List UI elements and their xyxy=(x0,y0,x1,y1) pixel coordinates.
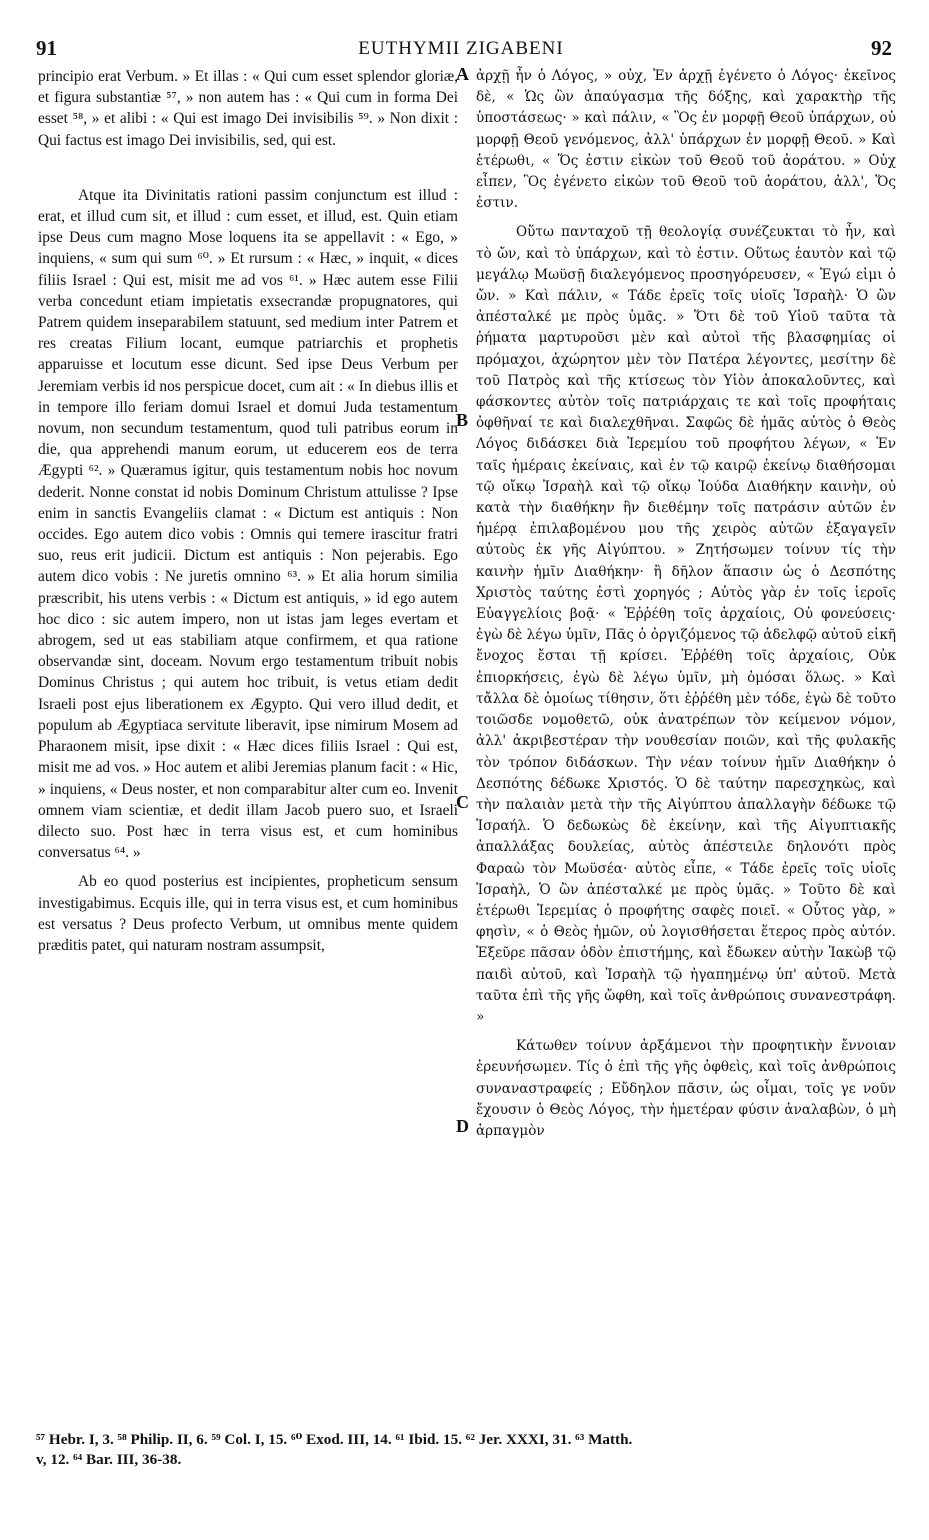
margin-marker-c: C xyxy=(456,792,469,812)
margin-marker-d: D xyxy=(456,1116,469,1136)
latin-paragraph-1: principio erat Verbum. » Et illas : « Qui cum esset splendor gloriæ, et figura substantiæ ⁵⁷, » non autem has : « Qui cum in forma Dei esset ⁵⁸, » et alibi : « Qui est imago Dei invisibilis ⁵⁹. » Non dixit : Qui factus est imago Dei invisibilis, sed, qui est. xyxy=(38,68,458,149)
greek-column xyxy=(476,66,896,1142)
greek-paragraph-2: Οὕτω πανταχοῦ τῇ θεολογίᾳ συνέζευκται τὸ ἦν, καὶ τὸ ὤν, καὶ τὸ ὑπάρχων, καὶ τὸ ἐστιν. Οὕτως ἑαυτὸν καὶ τῷ μεγάλῳ Μωϋσῇ διαλεγόμενος προσηγόρευσεν, « Ἐγώ εἰμι ὁ ὤν. » Καὶ πάλιν, « Τάδε ἐρεῖς τοῖς υἱοῖς Ἰσραὴλ· Ὁ ὢν ἀπέσταλκέ με πρὸς ὑμᾶς. » Ὅτι δὲ τοῦ Υἱοῦ ταῦτα τὰ ῥήματα μαρτυροῦσι μὲν καὶ αὐτοὶ τῆς βλασφημίας οἱ πρόμαχοι, ἀχώρητον μὲν τὸν Πατέρα λέγοντες, μεσίτην δὲ τοῦ Πατρὸς καὶ τῆς κτίσεως τὸν Υἱὸν ἀποκαλοῦντες, καὶ φάσκοντες αὐτὸν τοῖς πατριάρχαις τε καὶ τοῖς προφήταις ὀφθῆναί τε καὶ διαλεχθῆναι. Σαφῶς δὲ ἡμᾶς αὐτὸς ὁ Θεὸς Λόγος διδάσκει διὰ Ἱερεμίου τοῦ προφήτου λέγων, « Ἐν ταῖς ἡμέραις ἐκείναις, καὶ ἐν τῷ καιρῷ ἐκείνῳ διαθήσομαι τῷ οἴκῳ Ἰσραὴλ καὶ τῷ οἴκῳ Ἰούδα Διαθήκην καινὴν, οὐ κατὰ τὴν διαθήκην ἣν διεθέμην τοῖς πατράσιν αὐτῶν ἐν ἡμέρᾳ ἐπιλαβομένου μου τῆς χειρὸς αὐτῶν ἐξαγαγεῖν αὐτοὺς ἐκ γῆς Αἰγύπτου. » Ζητήσωμεν τοίνυν τίς τὴν καινὴν ἡμῖν Διαθήκην· ἢ δῆλον ἅπασιν ὡς ὁ Δεσπότης Χριστὸς ταύτης ἐστὶ χορηγός ; Αὐτὸς γὰρ ἐν τοῖς ἱεροῖς Εὐαγγελίοις βοᾷ· « Ἐῤῥέθη τοῖς ἀρχαίοις, Οὐ φονεύσεις· ἐγὼ δὲ λέγω ὑμῖν, Πᾶς ὁ ὀργιζόμενος τῷ ἀδελφῷ αὐτοῦ εἰκῆ ἔνοχος ἔσται τῇ κρίσει. Ἐῤῥέθη τοῖς ἀρχαίοις, Οὐκ ἐπιορκήσεις, ἐγὼ δὲ λέγω ὑμῖν, μὴ ὀμόσαι ὅλως. » Καὶ τἄλλα δὲ ὁμοίως τίθησιν, ὅτι ἐῤῥέθη μὲν τόδε, ἐγὼ δὲ τοῦτο τοιῶσδε νομοθετῶ, οὐκ ἀνατρέπων τὸν κείμενον νόμον, ἀλλ' ἀκριβεστέραν τὴν νουθεσίαν ποιῶν, καὶ τῆς φυλακῆς τὸν τρόπον διδάσκων. Τὴν νέαν τοίνυν ἡμῖν Διαθήκην ὁ Δεσπότης δέδωκε Χριστός. Ὁ δὲ ταύτην παρεσχηκὼς, καὶ τὴν παλαιὰν μετὰ τὴν τῆς Αἰγύπτου ἀπαλλαγὴν δέδωκε τῷ Ἰσραήλ. Ὁ δεδωκὼς δὲ ἐκείνην, καὶ τῆς Αἰγυπτιακῆς ἀπαλλάξας δουλείας, αὐτὸς ἀπέστειλε δηλονότι πρὸς Φαραὼ τὸν Μωϋσέα· αὐτὸς εἶπε, « Τάδε ἐρεῖς τοῖς υἱοῖς Ἰσραὴλ, Ὁ ὢν ἀπέσταλκέ με πρὸς ὑμᾶς. » Τοῦτο δὲ καὶ ἑτέρωθι Ἱερεμίας ὁ προφήτης σαφὲς ποιεῖ. « Οὗτος γὰρ, » φησὶν, « ὁ Θεὸς ἡμῶν, οὐ λογισθήσεται ἕτερος πρὸς αὐτόν. Ἐξεῦρε πᾶσαν ὁδὸν ἐπιστήμης, καὶ ἔδωκεν αὐτὴν Ἰακὼβ τῷ παιδὶ αὐτοῦ, καὶ Ἰσραὴλ τῷ ἠγαπημένῳ ὑπ' αὐτοῦ. Μετὰ ταῦτα ἐπὶ τῆς γῆς ὤφθη, καὶ τοῖς ἀνθρώποις συνανεστράφη. » xyxy=(476,224,896,1025)
page-number-right: 92 xyxy=(871,36,892,60)
margin-marker-b: B xyxy=(456,410,469,430)
latin-paragraph-2: Atque ita Divinitatis rationi passim conjunctum est illud : erat, et illud cum sit, et illud : cum esset, et illud, est. Quin etiam ipse Deus cum magno Mose loquens ita se appellavit : « Ego, » inquiens, « sum qui sum ⁶⁰. » Et rursum : « Hæc, » inquit, « dices filiis Israel : Qui est, misit me ad vos ⁶¹. » Hæc autem esse Filii verba concedunt etiam impietatis exsecrandæ propugnatores, qui Patrem quidem inseparabilem statuunt, sed medium inter Patrem et res creatas Filium locant, eumque patriarchis et prophetis apparuisse et locutum esse dicunt. Sed ipse Deus Verbum per Jeremiam verbis id nos perspicue docet, cum ait : « In diebus illis et in tempore illo feriam domui Israel et domui Juda testamentum novum, non secundum testamentum, quod tuli patribus eorum in die, qua apprehendi manum eorum, ut educerem eos de terra Ægypti ⁶². » Quæramus igitur, quis testamentum nobis hoc novum dederit. Nonne constat id nobis Dominum Christum attulisse ? Ipse enim in sanctis Evangeliis clamat : « Dictum est antiquis : Non occides. Ego autem dico vobis : Omnis qui temere irascitur fratri suo, reus erit judicii. Dictum est antiquis : Non pejerabis. Ego autem dico vobis : Ne juretis omnino ⁶³. » Et alia horum similia præscribit, his utens verbis : « Dictum est antiquis, » id ego autem hoc dico : sic autem impero, non ut istas jam leges evertam et abrogem, sed ut eas stabiliam atque confirmem, et qua ratione observandæ sint, doceam. Novum ergo testamentum tribuit nobis Dominus Christus ; qui autem hoc tribuit, is vetus etiam dedit Israeli post ejus liberationem ex Ægypto. Qui vero illud dedit, et populum ab Ægyptiaca servitute liberavit, ipse nimirum Mosem ad Pharaonem misit, ipse dixit : « Hæc dices filiis Israel : Qui est, misit me ad vos. » Hoc autem et alibi Jeremias planum facit : « Hic, » inquiens, « Deus noster, et non comparabitur alter cum eo. Invenit omnem viam scientiæ, et dedit illam Jacob puero suo, et Israeli dilecto suo. Post hæc in terra visus est, et cum hominibus conversatus ⁶⁴. » xyxy=(38,186,458,862)
footnote-line-1: ⁵⁷ Hebr. I, 3. ⁵⁸ Philip. II, 6. ⁵⁹ Col. I, 15. ⁶⁰ Exod. III, 14. ⁶¹ Ibid. 15. ⁶² Jer. XXXI, 31. ⁶³ Matth. xyxy=(36,1431,633,1448)
greek-paragraph-1: ἀρχῇ ἦν ὁ Λόγος, » οὐχ, Ἐν ἀρχῇ ἐγένετο ὁ Λόγος· ἐκεῖνος δὲ, « Ὡς ὢν ἀπαύγασμα τῆς δόξης, καὶ χαρακτὴρ τῆς ὑποστάσεως· » καὶ πάλιν, « Ὃς ἐν μορφῇ Θεοῦ ὑπάρχων, οὐ μορφῇ Θεοῦ γενόμενος, ἀλλ' ὑπάρχων ἐν μορφῇ Θεοῦ. » Καὶ ἑτέρωθι, « Ὅς ἐστιν εἰκὼν τοῦ Θεοῦ τοῦ ἀοράτου. » Οὐχ εἶπεν, Ὃς ἐγένετο εἰκὼν τοῦ Θεοῦ τοῦ ἀοράτου, ἀλλ', Ὅς ἐστιν. xyxy=(476,68,896,212)
margin-marker-a: A xyxy=(456,64,469,84)
latin-paragraph-3: Ab eo quod posterius est incipientes, propheticum sensum investigabimus. Ecquis ille, qui in terra visus est, et cum hominibus est versatus ? Deus profecto Verbum, ut omnibus mente quidem præditis patet, qui naturam nostram assumpsit, xyxy=(38,873,458,954)
page-number-left: 91 xyxy=(36,36,57,60)
footnote-line-2: v, 12. ⁶⁴ Bar. III, 36-38. xyxy=(36,1451,182,1468)
running-title: EUTHYMII ZIGABENI xyxy=(358,38,564,59)
latin-column xyxy=(38,66,458,956)
greek-paragraph-3: Κάτωθεν τοίνυν ἀρξάμενοι τὴν προφητικὴν ἔννοιαν ἐρευνήσωμεν. Τίς ὁ ἐπὶ τῆς γῆς ὀφθεὶς, καὶ τοῖς ἀνθρώποις συναναστραφείς ; Εὔδηλον πᾶσιν, ὡς οἶμαι, τοῖς γε νοῦν ἔχουσιν ὁ Θεὸς Λόγος, τὴν ἡμετέραν φύσιν ἀναλαβὼν, ὁ μὴ ἁρπαγμὸν xyxy=(476,1038,896,1139)
footnotes xyxy=(36,1430,896,1470)
page-header xyxy=(28,36,894,62)
